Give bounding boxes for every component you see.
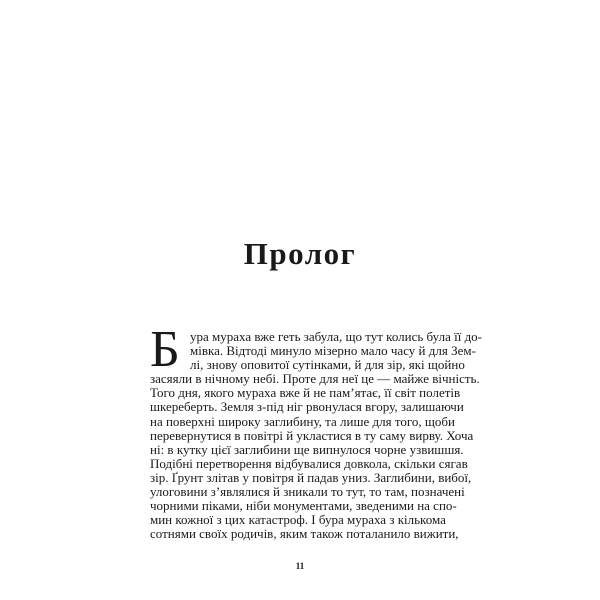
text-line: чорними піками, ніби монументами, зведеними на спо- bbox=[150, 498, 457, 514]
text-line: лі, знову оповитої сутінками, й для зір, які щойно bbox=[190, 357, 465, 373]
page-number: 11 bbox=[295, 561, 305, 571]
text-line: перевернутися в повітрі й укластися в ту саму вирву. Хоча bbox=[150, 427, 474, 443]
body-text bbox=[150, 321, 483, 542]
text-line: ні: в кутку цієї заглибини ще випнулося чорне узвишшя. bbox=[150, 441, 464, 457]
text-line: засяяли в нічному небі. Проте для неї це — майже вічність. bbox=[150, 371, 480, 387]
text-line: зір. Ґрунт злітав у повітря й падав униз. Заглибини, вибої, bbox=[150, 469, 472, 485]
text-line: улоговини з’являлися й зникали то тут, то там, позначені bbox=[150, 484, 465, 500]
chapter-title: Пролог bbox=[243, 236, 357, 271]
text-line: мин кожної з цих катастроф. І бура мураха з кількома bbox=[150, 512, 446, 528]
text-line: мівка. Відтоді минуло мізерно мало часу й для Зем- bbox=[190, 343, 476, 359]
text-line: шкереберть. Земля з-під ніг рвонулася вгору, залишаючи bbox=[150, 399, 464, 415]
text-line: Подібні перетворення відбувалися довкола, скільки сягав bbox=[150, 455, 468, 471]
text-line: ура мураха вже геть забула, що тут колись була її до- bbox=[190, 329, 483, 344]
text-line: Того дня, якого мураха вже й не пам’ятає, її світ полетів bbox=[150, 385, 461, 401]
text-line: на поверхні широку заглибину, та лише для того, щоби bbox=[150, 413, 455, 429]
text-line: сотнями своїх родичів, яким також поталанило вижити, bbox=[150, 526, 459, 542]
drop-cap: Б bbox=[150, 321, 180, 378]
